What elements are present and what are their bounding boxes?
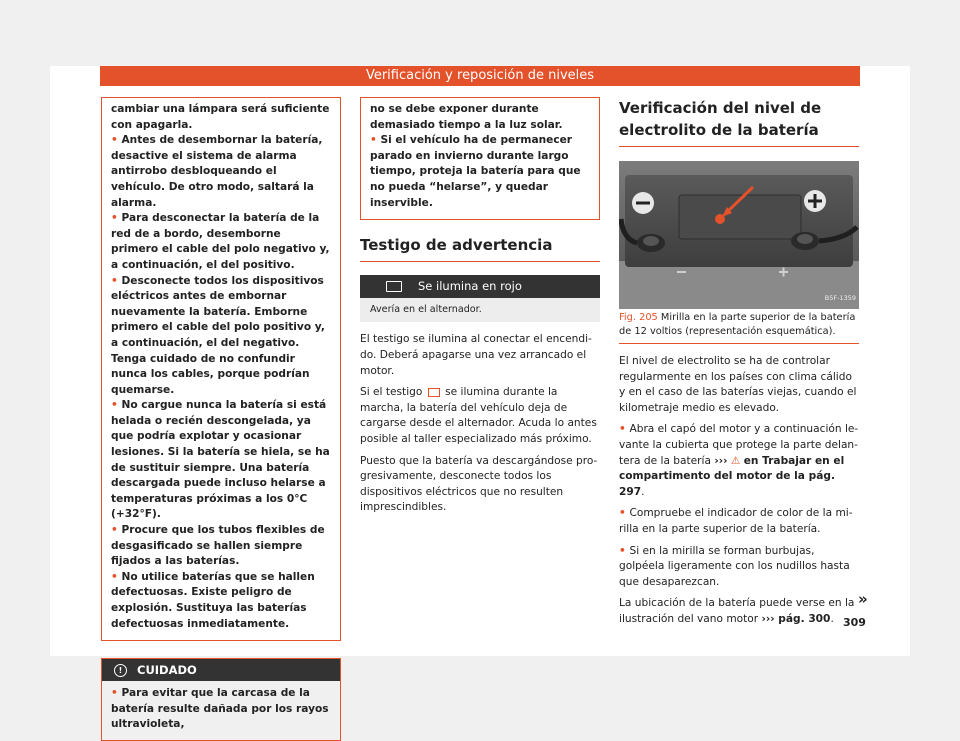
paragraph: Puesto que la batería va descargándose progresivamente, desconecte todos los dispositivos eléctricos que no resulten imprescindibles.: [360, 454, 598, 514]
bullet-icon: •: [111, 570, 122, 583]
figure-number: Fig. 205: [619, 312, 658, 323]
bullet-icon: •: [111, 134, 122, 147]
figure-code: B5F-1359: [824, 294, 856, 303]
warning-intro: cambiar una lámpara será suficiente con apagarla.: [111, 103, 330, 131]
page-number: 309: [843, 616, 866, 629]
caution-body: • Para evitar que la carcasa de la batería resulte dañada por los rayos ultravioleta,: [111, 687, 329, 731]
figure-caption: [619, 309, 859, 344]
warning-item: • Antes de desembornar la batería, desactive el sistema de alarma antirrobo desbloqueando el vehículo. De otro modo, saltará la alarma.: [111, 134, 323, 209]
bullet-icon: •: [111, 274, 122, 287]
column-3: [619, 97, 859, 634]
battery-illustration: [619, 161, 859, 309]
bullet-icon: •: [619, 423, 630, 436]
warning-box-continued: [101, 97, 341, 641]
cross-reference: ››› pág. 300: [761, 612, 831, 625]
warning-triangle-icon: ⚠: [730, 454, 741, 467]
list-item: • Compruebe el indicador de color de la mirilla en la parte superior de la batería.: [619, 507, 853, 535]
caution-item: • Si el vehículo ha de permanecer parado en invierno durante largo tiempo, proteja la batería para que no pueda “helarse”, y quedar inservible.: [370, 134, 581, 209]
caution-header: ! CUIDADO: [102, 659, 340, 681]
warning-item: • Desconecte todos los dispositivos eléctricos antes de embornar nuevamente la batería. Emborne primero el cable del polo positivo y, a continuación, el del negativo. Tenga cuidado de no confundir nunca los cables, porque podrían quemarse.: [111, 274, 325, 396]
battery-icon: [386, 281, 402, 292]
page-header: Verificación y reposición de niveles: [100, 66, 860, 86]
indicator-description: Avería en el alternador.: [360, 298, 600, 323]
body-text: [619, 354, 859, 628]
bullet-icon: •: [619, 544, 630, 557]
info-circle-icon: !: [114, 664, 127, 677]
section-title-warning-light: Testigo de advertencia: [360, 238, 600, 262]
warning-item: • Para desconectar la batería de la red de a bordo, desemborne primero el cable del polo negativo y, a continuación, el del positivo.: [111, 212, 330, 271]
paragraph: El testigo se ilumina al conectar el encendido. Deberá apagarse una vez arrancado el motor.: [360, 333, 592, 377]
body-text: [360, 332, 600, 516]
caution-box-continued: [360, 97, 600, 220]
warning-item: • No cargue nunca la batería si está helada o recién descongelada, ya que podría explotar y ocasionar lesiones. Si la batería se hiela, se ha de sustituir siempre. Una batería descargada puede incluso helarse a temperaturas próximas a los 0°C (+32°F).: [111, 399, 330, 521]
list-item: • Si en la mirilla se forman burbujas, golpéela ligeramente con los nudillos hasta que desaparezcan.: [619, 544, 850, 588]
caution-box: [101, 658, 341, 741]
caption-text: Mirilla en la parte superior de la batería de 12 voltios (representación esquemática).: [619, 312, 856, 337]
caution-intro: no se debe exponer durante demasiado tiempo a la luz solar.: [370, 103, 563, 131]
paragraph: La ubicación de la batería puede verse en la ilustración del vano motor ››› pág. 300.: [619, 597, 855, 625]
bullet-icon: •: [111, 524, 122, 537]
paragraph: Si el testigo se ilumina durante la marcha, la batería del vehículo deja de cargarse desde el alternador. Acuda lo antes posible al taller especializado más próximo.: [360, 386, 597, 445]
bullet-icon: •: [370, 134, 381, 147]
warning-item: • Procure que los tubos flexibles de desgasificado se hallen siempre fijados a las baterías.: [111, 524, 325, 568]
column-1: [101, 97, 341, 741]
indicator-header: Se ilumina en rojo: [360, 275, 600, 298]
bullet-icon: •: [619, 507, 630, 520]
battery-icon: [428, 388, 440, 397]
column-2: [360, 97, 600, 522]
bullet-icon: •: [111, 687, 122, 700]
battery-figure: [619, 161, 859, 309]
list-item: • Abra el capó del motor y a continuación levante la cubierta que protege la parte delantera de la batería ››› ⚠ en Trabajar en el compartimento del motor de la pág. 297.: [619, 423, 859, 498]
section-title-electrolyte: Verificación del nivel de electrolito de la batería: [619, 97, 859, 147]
warning-item: • No utilice baterías que se hallen defectuosas. Existe peligro de explosión. Sustituya las baterías defectuosas inmediatamente.: [111, 570, 315, 630]
bullet-icon: •: [111, 399, 122, 412]
cross-reference: ›››: [714, 454, 728, 467]
bullet-icon: •: [111, 212, 122, 225]
paragraph: El nivel de electrolito se ha de controlar regularmente en los países con clima cálido y en el caso de las baterías viejas, cuando el kilometraje medio es elevado.: [619, 355, 857, 414]
continue-marker: »: [858, 590, 868, 608]
